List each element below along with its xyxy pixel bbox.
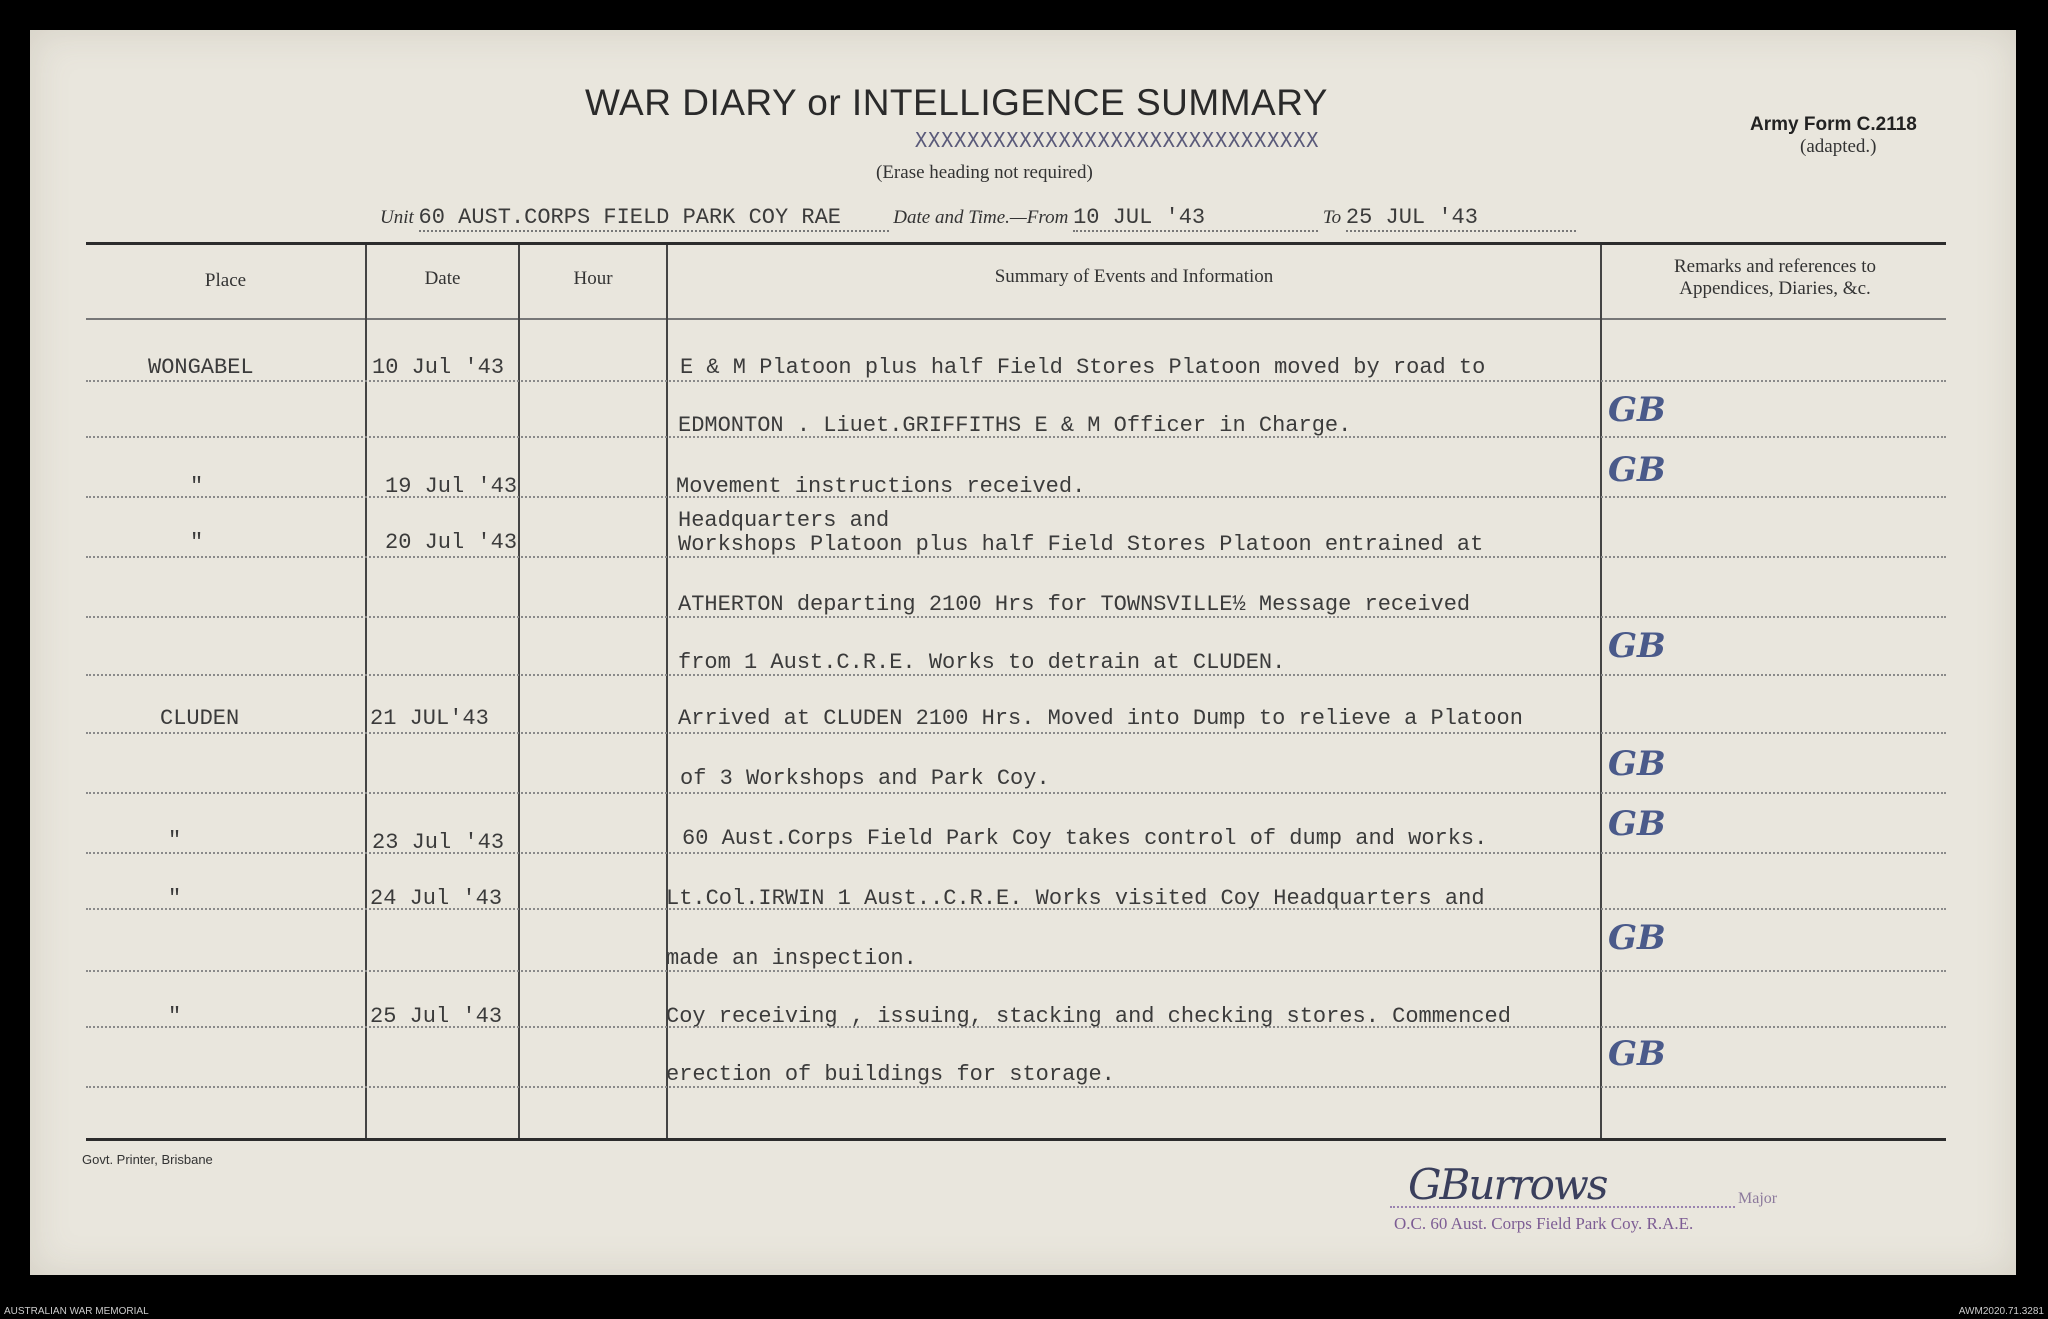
- row-rule: [86, 732, 1946, 734]
- signature-line: [1390, 1206, 1735, 1208]
- col-header-hour: Hour: [573, 268, 613, 289]
- handwritten-initials: GB: [1608, 744, 1666, 784]
- handwritten-initials: GB: [1608, 450, 1666, 490]
- column-divider: [518, 245, 520, 1138]
- summary-cell: erection of buildings for storage.: [666, 1062, 1115, 1087]
- unit-stamp: O.C. 60 Aust. Corps Field Park Coy. R.A.E.: [1394, 1214, 1694, 1233]
- column-divider: [365, 245, 367, 1138]
- summary-cell: E & M Platoon plus half Field Stores Platoon moved by road to: [680, 355, 1486, 380]
- date-to: 25 JUL '43: [1346, 205, 1576, 232]
- unit-label: Unit: [380, 207, 414, 228]
- summary-cell: made an inspection.: [666, 946, 917, 971]
- summary-cell: Lt.Col.IRWIN 1 Aust..C.R.E. Works visited Coy Headquarters and: [666, 886, 1485, 911]
- date-cell: 10 Jul '43: [372, 355, 505, 380]
- form-number: Army Form C.2118: [1750, 114, 1917, 135]
- date-from: 10 JUL '43: [1073, 205, 1318, 232]
- unit-line: [380, 205, 1576, 232]
- place-cell: ": [190, 530, 204, 555]
- handwritten-initials: GB: [1608, 918, 1666, 958]
- date-cell: 24 Jul '43: [370, 886, 503, 911]
- place-cell: ": [168, 1004, 182, 1029]
- date-cell: 19 Jul '43: [385, 474, 518, 499]
- summary-insertion: Headquarters and: [678, 508, 890, 533]
- crossed-out-text: XXXXXXXXXXXXXXXXXXXXXXXXXXXXXXX: [915, 128, 1320, 152]
- row-rule: [86, 792, 1946, 794]
- handwritten-initials: GB: [1608, 804, 1666, 844]
- col-header-summary: Summary of Events and Information: [994, 266, 1274, 287]
- summary-cell: 60 Aust.Corps Field Park Coy takes control of dump and works.: [682, 826, 1488, 851]
- handwritten-initials: GB: [1608, 1034, 1666, 1074]
- archive-reference: AWM2020.71.3281: [1958, 1306, 2044, 1317]
- archive-credit: AUSTRALIAN WAR MEMORIAL: [4, 1306, 149, 1317]
- unit-value: 60 AUST.CORPS FIELD PARK COY RAE: [419, 205, 889, 232]
- signature: GBurrows: [1408, 1160, 1607, 1209]
- date-cell: 25 Jul '43: [370, 1004, 503, 1029]
- col-header-date: Date: [424, 268, 461, 289]
- summary-cell: Coy receiving , issuing, stacking and checking stores. Commenced: [666, 1004, 1511, 1029]
- summary-cell: EDMONTON . Liuet.GRIFFITHS E & M Officer in Charge.: [678, 413, 1352, 438]
- printer-note: Govt. Printer, Brisbane: [82, 1152, 213, 1167]
- summary-cell: from 1 Aust.C.R.E. Works to detrain at CLUDEN.: [678, 650, 1286, 675]
- place-cell: ": [168, 828, 182, 853]
- col-header-remarks: Remarks and references to Appendices, Diaries, &c.: [1673, 256, 1877, 299]
- table-bottom-rule: [86, 1138, 1946, 1141]
- handwritten-initials: GB: [1608, 390, 1666, 430]
- summary-cell: Workshops Platoon plus half Field Stores Platoon entrained at: [678, 532, 1484, 557]
- date-cell: 21 JUL'43: [370, 706, 489, 731]
- summary-cell: ATHERTON departing 2100 Hrs for TOWNSVILLE½ Message received: [678, 592, 1471, 617]
- row-rule: [86, 852, 1946, 854]
- form-adapted: (adapted.): [1800, 136, 1877, 157]
- place-cell: CLUDEN: [160, 706, 240, 731]
- col-header-place: Place: [204, 270, 247, 291]
- row-rule: [86, 970, 1946, 972]
- handwritten-initials: GB: [1608, 626, 1666, 666]
- to-label: To: [1322, 207, 1342, 228]
- place-cell: WONGABEL: [148, 355, 254, 380]
- date-label: Date and Time.—From: [893, 207, 1069, 228]
- erase-note: (Erase heading not required): [876, 162, 1093, 183]
- column-divider: [1600, 245, 1602, 1138]
- date-cell: 23 Jul '43: [372, 830, 505, 855]
- row-rule: [86, 380, 1946, 382]
- signature-rank: Major: [1738, 1190, 1778, 1207]
- summary-cell: Arrived at CLUDEN 2100 Hrs. Moved into Dump to relieve a Platoon: [678, 706, 1523, 731]
- date-cell: 20 Jul '43: [385, 530, 518, 555]
- form-title: WAR DIARY or INTELLIGENCE SUMMARY: [585, 82, 1328, 123]
- place-cell: ": [190, 474, 204, 499]
- place-cell: ": [168, 886, 182, 911]
- summary-cell: Movement instructions received.: [676, 474, 1086, 499]
- summary-cell: of 3 Workshops and Park Coy.: [680, 766, 1050, 791]
